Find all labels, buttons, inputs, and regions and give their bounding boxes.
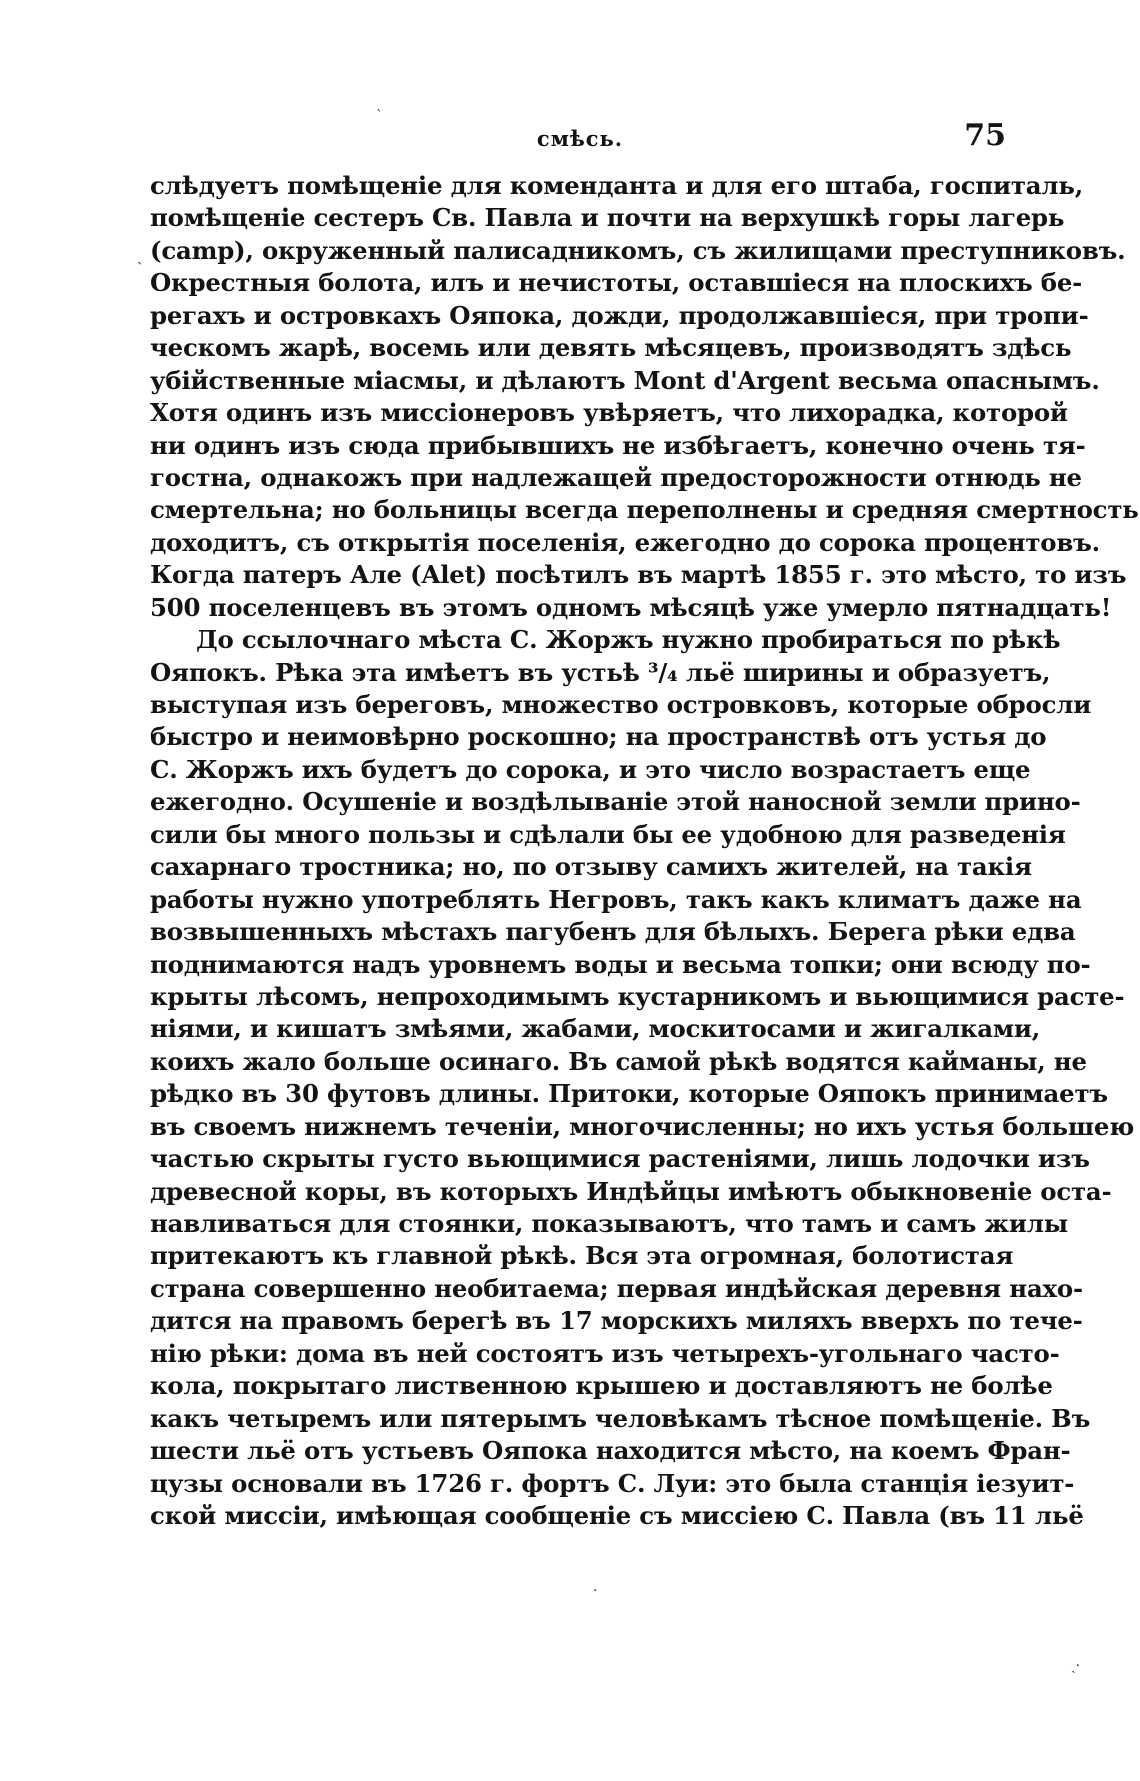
- text-line: кола, покрытаго лиственною крышею и доставляютъ не болѣе: [150, 1371, 1053, 1401]
- text-line: поднимаются надъ уровнемъ воды и весьма топки; они всюду по-: [150, 949, 1091, 979]
- text-line: Ояпокъ. Рѣка эта имѣетъ въ устьѣ ³/₄ льё ширины и образуетъ,: [150, 657, 1051, 687]
- text-line: ніями, и кишатъ змѣями, жабами, москитосами и жигалками,: [150, 1014, 1041, 1044]
- text-line: ни одинъ изъ сюда прибывшихъ не избѣгаетъ, конечно очень тя-: [150, 430, 1086, 460]
- text-line: частью скрыты густо вьющимися растеніями, лишь лодочки изъ: [150, 1144, 1090, 1174]
- text-line: нію рѣки: дома въ ней состоятъ изъ четырехъ-угольнаго часто-: [150, 1338, 1060, 1368]
- running-head: [150, 118, 1010, 158]
- text-line: С. Жоржъ ихъ будетъ до сорока, и это число возрастаетъ еще: [150, 754, 1031, 784]
- text-line: сили бы много пользы и сдѣлали бы ее удобною для разведенія: [150, 819, 1066, 849]
- text-line: дится на правомъ берегѣ въ 17 морскихъ миляхъ вверхъ по тече-: [150, 1306, 1083, 1336]
- stray-mark-top: `: [376, 108, 383, 124]
- text-line: въ своемъ нижнемъ теченіи, многочисленны; но ихъ устья большею: [150, 1111, 1135, 1141]
- body-text: [150, 170, 1139, 1532]
- text-line: какъ четыремъ или пятерымъ человѣкамъ тѣсное помѣщеніе. Въ: [150, 1403, 1091, 1433]
- text-line: работы нужно употреблять Негровъ, такъ какъ климатъ даже на: [150, 884, 1082, 914]
- text-line: навливаться для стоянки, показываютъ, что тамъ и самъ жилы: [150, 1209, 1068, 1238]
- text-line: регахъ и островкахъ Ояпока, дожди, продолжавшіеся, при тропи-: [150, 300, 1089, 330]
- text-line: возвышенныхъ мѣстахъ пагубенъ для бѣлыхъ. Берега рѣки едва: [150, 917, 1076, 947]
- text-line: ской миссіи, имѣющая сообщеніе съ миссіею С. Павла (въ 11 льё: [150, 1500, 1084, 1530]
- text-line: гостна, однакожъ при надлежащей предосторожности отнюдь не: [150, 462, 1082, 492]
- text-line: доходитъ, съ открытія поселенія, ежегодно до сорока процентовъ.: [150, 527, 1100, 557]
- text-line: рѣдко въ 30 футовъ длины. Притоки, которые Ояпокъ принимаетъ: [150, 1079, 1108, 1109]
- text-line: 500 поселенцевъ въ этомъ одномъ мѣсяцѣ уже умерло пятнадцать!: [150, 592, 1112, 622]
- stray-mark-bottom: ·: [593, 1583, 598, 1599]
- text-line: быстро и неимовѣрно роскошно; на пространствѣ отъ устья до: [150, 722, 1047, 752]
- stray-mark-right: ˏ·: [1071, 1658, 1081, 1674]
- text-line: Окрестныя болота, илъ и нечистоты, оставшіеся на плоскихъ бе-: [150, 268, 1083, 298]
- text-line: сахарнаго тростника; но, по отзыву самихъ жителей, на такія: [150, 852, 1032, 882]
- text-line: коихъ жало больше осинаго. Въ самой рѣкѣ водятся кайманы, не: [150, 1046, 1087, 1076]
- text-line: (camp), окруженный палисадникомъ, съ жилищами преступниковъ.: [150, 235, 1126, 265]
- text-line: древесной коры, въ которыхъ Индѣйцы имѣютъ обыкновеніе оста-: [150, 1176, 1112, 1206]
- text-line: притекаютъ къ главной рѣкѣ. Вся эта огромная, болотистая: [150, 1241, 1014, 1271]
- text-line: смертельна; но больницы всегда переполнены и средняя смертность: [150, 495, 1139, 525]
- text-line: цузы основали въ 1726 г. фортъ С. Луи: это была станція іезуит-: [150, 1468, 1075, 1498]
- text-line: ежегодно. Осушеніе и воздѣлываніе этой наносной земли прино-: [150, 787, 1081, 817]
- page-number: 75: [964, 118, 1006, 153]
- text-line: Когда патеръ Але (Alet) посѣтилъ въ мартѣ 1855 г. это мѣсто, то изъ: [150, 560, 1127, 590]
- paragraph-first-line: До ссылочнаго мѣста С. Жоржъ нужно пробираться по рѣкѣ: [196, 625, 1061, 655]
- text-line: слѣдуетъ помѣщеніе для коменданта и для его штаба, госпиталь,: [150, 171, 1084, 200]
- text-line: ческомъ жарѣ, восемь или девять мѣсяцевъ, производятъ здѣсь: [150, 333, 1072, 363]
- text-line: убійственные міасмы, и дѣлаютъ Mont d'Argent весьма опаснымъ.: [150, 365, 1100, 395]
- text-line: крыты лѣсомъ, непроходимымъ кустарникомъ и вьющимися расте-: [150, 981, 1125, 1011]
- running-head-title: смѣсь.: [536, 126, 624, 151]
- text-line: Хотя одинъ изъ миссіонеровъ увѣряетъ, что лихорадка, которой: [150, 398, 1068, 428]
- text-line: помѣщеніе сестеръ Св. Павла и почти на верхушкѣ горы лагерь: [150, 203, 1065, 233]
- text-line: страна совершенно необитаема; первая индѣйская деревня нахо-: [150, 1273, 1083, 1303]
- text-line: выступая изъ береговъ, множество островковъ, которые обросли: [150, 690, 1092, 719]
- stray-mark-left: ˏ: [137, 246, 143, 265]
- text-line: шести льё отъ устьевъ Ояпока находится мѣсто, на коемъ Фран-: [150, 1436, 1071, 1466]
